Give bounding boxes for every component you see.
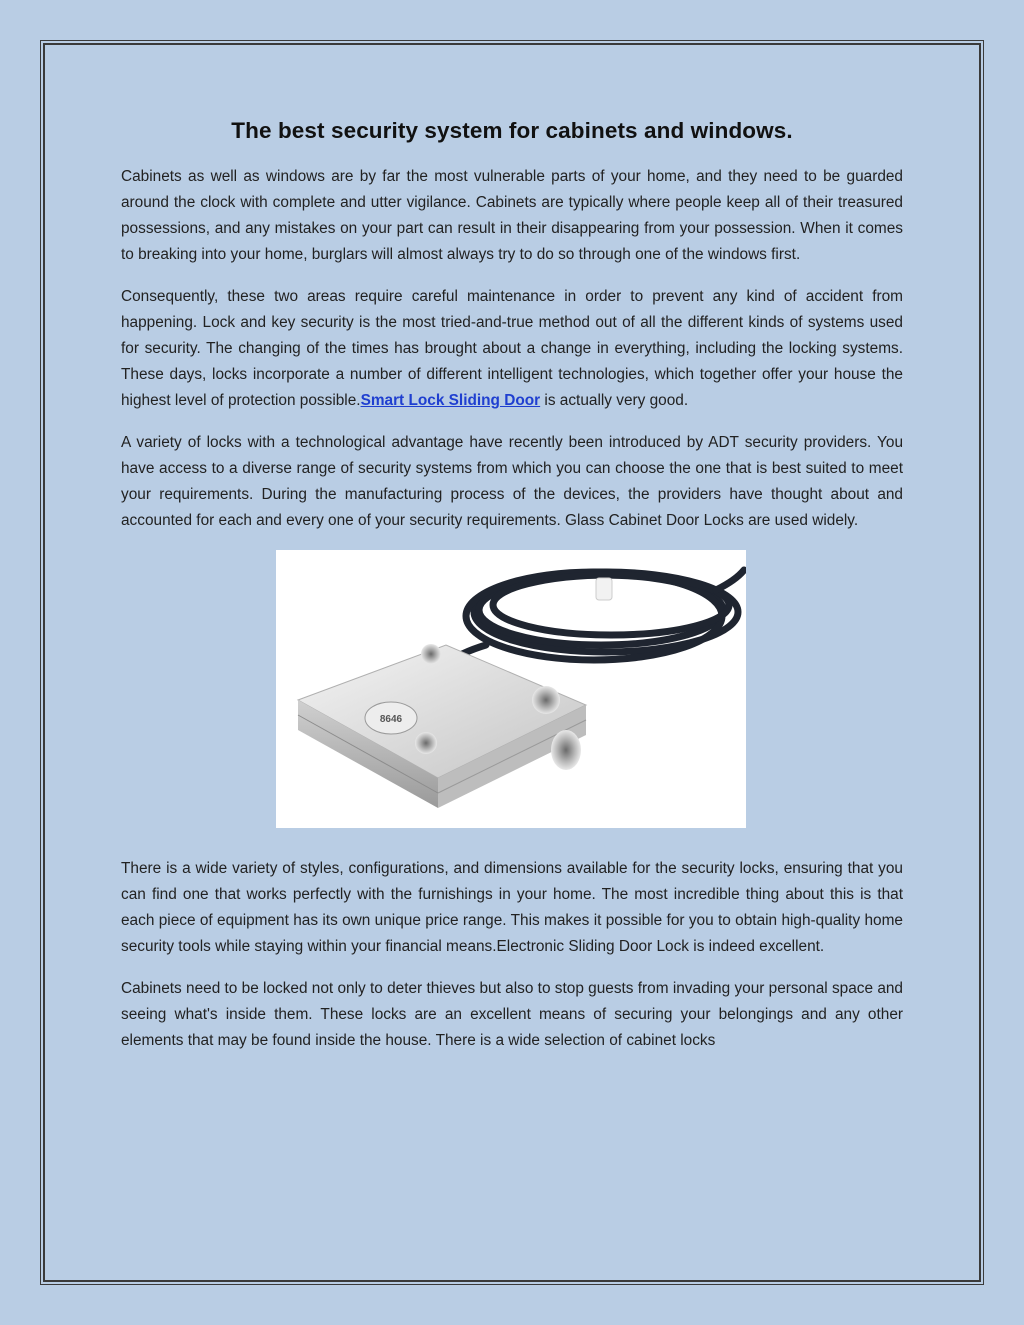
figure-container — [121, 550, 903, 828]
magnetic-lock-image — [276, 550, 746, 828]
paragraph-4: There is a wide variety of styles, configurations, and dimensions available for the security locks, ensuring that you can find one that works perfectly with the furnishings in your home. The most incredible thing about this is that each piece of equipment has its own unique price range. This makes it possible for you to obtain high-quality home security tools while staying within your financial means.Electronic Sliding Door Lock is indeed excellent. — [121, 860, 903, 955]
paragraph-1: Cabinets as well as windows are by far the most vulnerable parts of your home, and they need to be guarded around the clock with complete and utter vigilance. Cabinets are typically where people keep all of their treasured possessions, and any mistakes on your part can result in their disappearing from your possession. When it comes to breaking into your home, burglars will almost always try to do so through one of the windows first. — [121, 168, 903, 263]
magnetic-lock-illustration — [276, 550, 746, 828]
cable-tie — [596, 578, 612, 600]
paragraph-5: Cabinets need to be locked not only to deter thieves but also to stop guests from invading your personal space and seeing what's inside them. These locks are an excellent means of securing your belongings and any other elements that may be found inside the house. There is a wide selection of cabinet locks — [121, 980, 903, 1049]
page-title: The best security system for cabinets and windows. — [231, 118, 793, 143]
paragraph-3: A variety of locks with a technological advantage have recently been introduced by ADT security providers. You have access to a diverse range of security systems from which you can choose the one that is best suited to meet your requirements. During the manufacturing process of the devices, the providers have thought about and accounted for each and every one of your security requirements. Glass Cabinet Door Locks are used widely. — [121, 434, 903, 529]
mounting-hole-icon — [421, 644, 441, 664]
cable-port-icon — [551, 730, 581, 770]
label-sticker-text: 8646 — [379, 714, 403, 725]
paragraph-2-text: Consequently, these two areas require careful maintenance in order to prevent any kind of accident from happening. Lock and key security is the most tried-and-true method out of all the different kinds of systems used for security. The changing of the times has brought about a change in everything, including the locking systems. These days, locks incorporate a number of different intelligent technologies, which together offer your house the highest level of protection possible. — [121, 288, 903, 409]
document-body — [121, 118, 903, 1070]
mounting-hole-icon — [415, 732, 437, 754]
paragraph-2-text-end: is actually very good. — [540, 392, 689, 409]
label-sticker — [365, 702, 417, 734]
smart-lock-sliding-door-link[interactable]: Smart Lock Sliding Door — [360, 392, 541, 409]
paragraph-2 — [121, 284, 903, 414]
lock-body — [298, 645, 586, 808]
mounting-hole-icon — [532, 686, 560, 714]
